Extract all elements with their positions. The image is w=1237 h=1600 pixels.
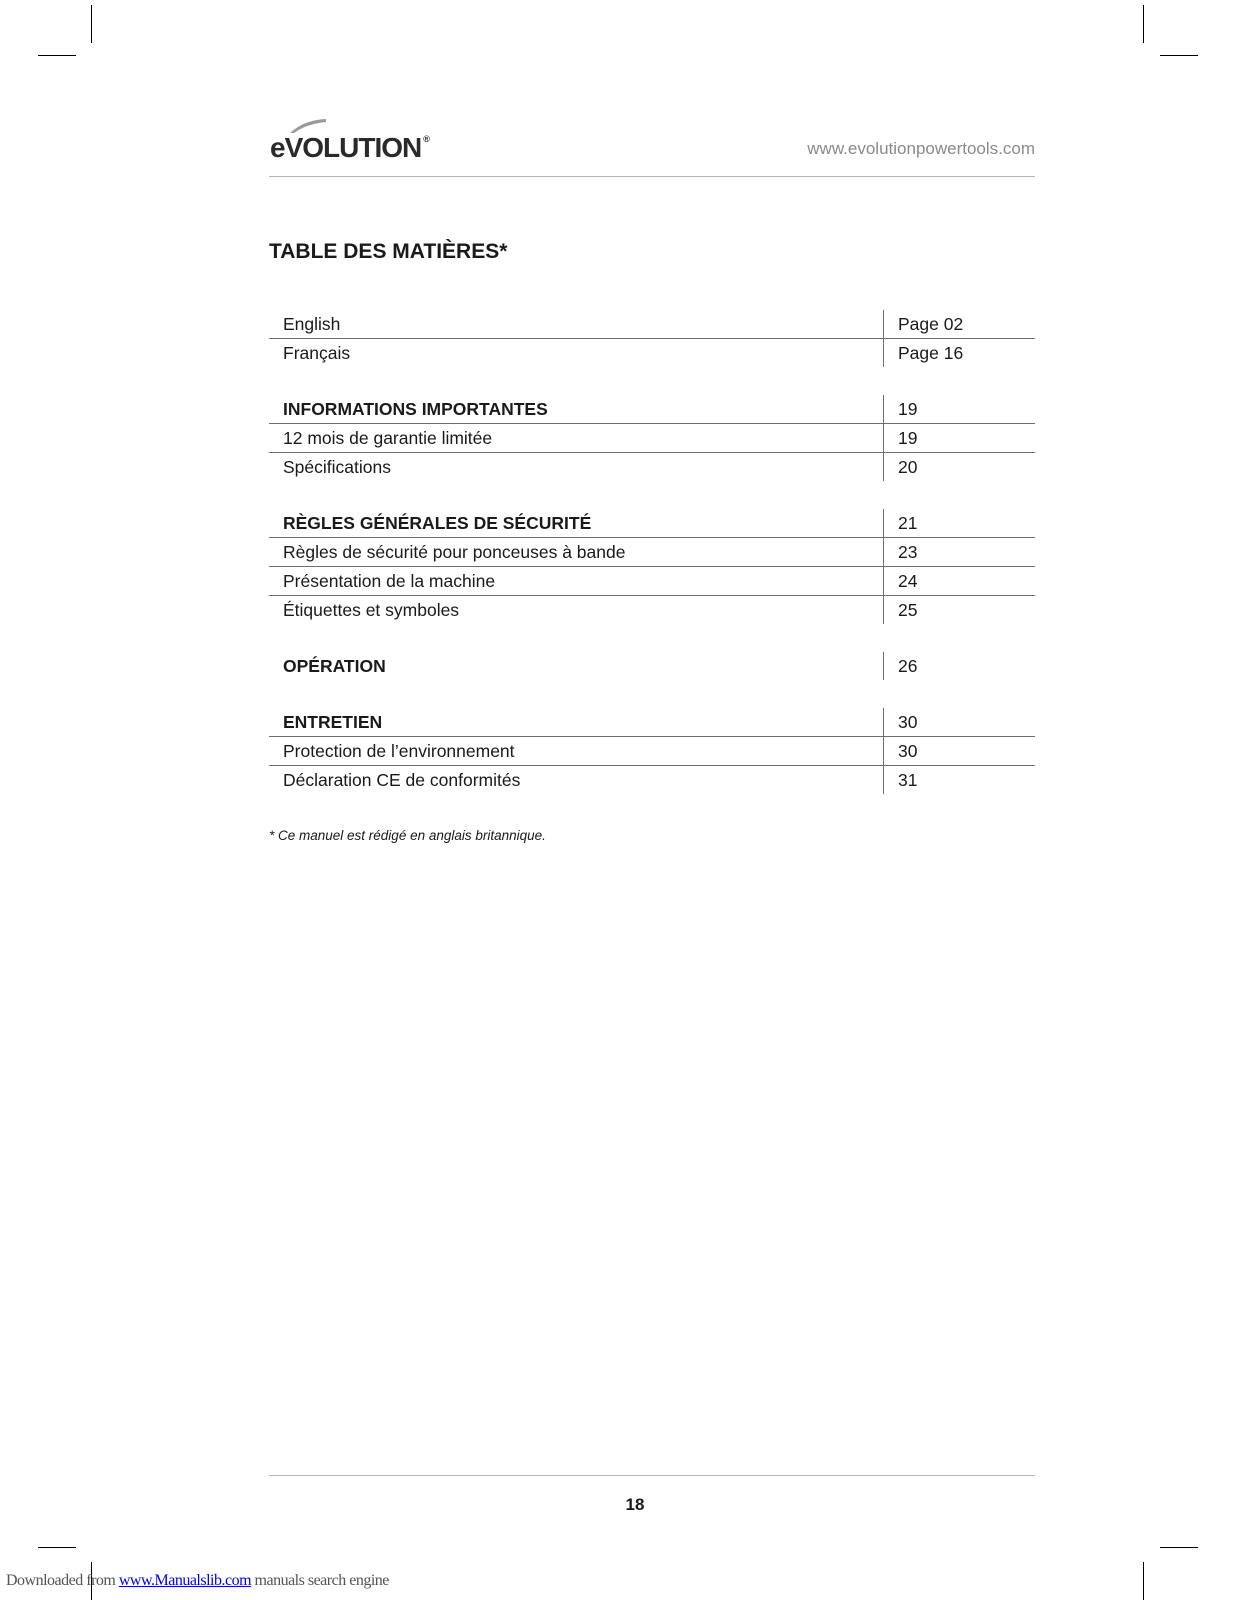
- toc-section-row[interactable]: [269, 652, 1035, 680]
- toc-row[interactable]: [269, 453, 1035, 481]
- table-of-contents: [269, 310, 1035, 822]
- toc-entry-page: 23: [883, 538, 1035, 566]
- toc-entry-page: 26: [883, 652, 1035, 680]
- header-divider: [269, 176, 1035, 177]
- toc-row[interactable]: [269, 310, 1035, 339]
- toc-group: [269, 395, 1035, 481]
- page-title: TABLE DES MATIÈRES*: [269, 240, 508, 263]
- toc-entry-page: 30: [883, 737, 1035, 765]
- toc-row[interactable]: [269, 567, 1035, 596]
- toc-group: [269, 509, 1035, 624]
- toc-row[interactable]: [269, 538, 1035, 567]
- toc-entry-label: Étiquettes et symboles: [283, 599, 460, 620]
- toc-entry-label: Règles de sécurité pour ponceuses à bande: [283, 541, 626, 562]
- toc-entry-label: English: [283, 313, 341, 334]
- toc-section-row[interactable]: [269, 708, 1035, 737]
- manualslib-link[interactable]: www.Manualslib.com: [118, 1572, 252, 1589]
- crop-mark: [1143, 1562, 1144, 1600]
- toc-entry-label: Spécifications: [283, 456, 391, 477]
- brand-logo: [270, 118, 460, 168]
- toc-entry-page: Page 02: [883, 310, 1035, 338]
- crop-mark: [38, 55, 76, 56]
- toc-row[interactable]: [269, 596, 1035, 624]
- toc-entry-page: Page 16: [883, 339, 1035, 367]
- toc-entry-page: 24: [883, 567, 1035, 595]
- toc-row[interactable]: [269, 737, 1035, 766]
- website-url: www.evolutionpowertools.com: [807, 139, 1035, 158]
- toc-entry-page: 30: [883, 708, 1035, 736]
- toc-section-row[interactable]: [269, 395, 1035, 424]
- toc-entry-page: 19: [883, 395, 1035, 423]
- toc-entry-label: OPÉRATION: [283, 655, 386, 676]
- toc-entry-label: Protection de l’environnement: [283, 740, 515, 761]
- crop-mark: [1160, 1547, 1198, 1548]
- crop-mark: [38, 1547, 76, 1548]
- toc-entry-label: Français: [283, 342, 351, 363]
- toc-section-row[interactable]: [269, 509, 1035, 538]
- toc-entry-label: 12 mois de garantie limitée: [283, 427, 493, 448]
- toc-entry-label: RÈGLES GÉNÉRALES DE SÉCURITÉ: [283, 512, 592, 533]
- toc-entry-page: 19: [883, 424, 1035, 452]
- crop-mark: [1160, 55, 1198, 56]
- toc-row[interactable]: [269, 339, 1035, 367]
- logo-wordmark: eVOLUTION ®: [270, 132, 429, 163]
- toc-entry-label: Déclaration CE de conformités: [283, 769, 521, 790]
- toc-entry-page: 21: [883, 509, 1035, 537]
- toc-entry-page: 20: [883, 453, 1035, 481]
- toc-entry-label: INFORMATIONS IMPORTANTES: [283, 398, 548, 419]
- toc-group: [269, 652, 1035, 680]
- toc-group: [269, 708, 1035, 794]
- toc-group: [269, 310, 1035, 367]
- toc-entry-label: Présentation de la machine: [283, 570, 496, 591]
- crop-mark: [1143, 5, 1144, 43]
- toc-row[interactable]: [269, 766, 1035, 794]
- page-number: 18: [625, 1495, 645, 1514]
- toc-row[interactable]: [269, 424, 1035, 453]
- footnote: * Ce manuel est rédigé en anglais britannique.: [269, 828, 546, 843]
- download-footer: Downloaded from www.Manualslib.com manuals search engine: [6, 1572, 389, 1589]
- footer-divider: [269, 1475, 1035, 1476]
- toc-entry-page: 25: [883, 596, 1035, 624]
- toc-entry-label: ENTRETIEN: [283, 711, 383, 732]
- crop-mark: [91, 5, 92, 43]
- toc-entry-page: 31: [883, 766, 1035, 794]
